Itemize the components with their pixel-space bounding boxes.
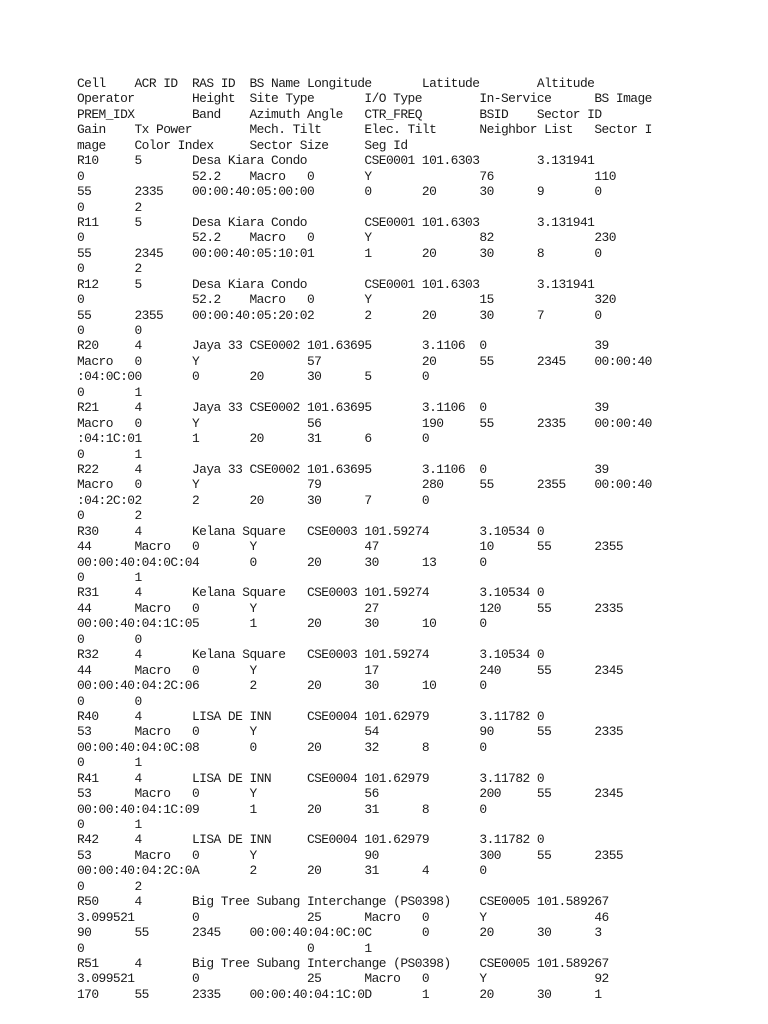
text-line: Macro 0 Y 56 190 55 2335 00:00:40 [77, 415, 652, 431]
text-line: 44 Macro 0 Y 27 120 55 2335 [77, 600, 624, 616]
text-line: Operator Height Site Type I/O Type In-Service BS Image [77, 91, 652, 107]
text-line: :04:2C:02 2 20 30 7 0 [77, 492, 430, 508]
text-line: 00:00:40:04:0C:04 0 20 30 13 0 [77, 554, 487, 570]
bs-table-text [77, 76, 707, 1002]
text-line: :04:0C:00 0 20 30 5 0 [77, 369, 430, 385]
text-line: 44 Macro 0 Y 17 240 55 2345 [77, 662, 624, 678]
text-line: 0 2 [77, 261, 142, 277]
text-line: R21 4 Jaya 33 CSE0002 101.63695 3.1106 0 39 [77, 400, 609, 416]
text-line: 0 1 [77, 755, 142, 771]
text-line: 90 55 2345 00:00:40:04:0C:0C 0 20 30 3 [77, 925, 602, 941]
text-line: 0 0 [77, 631, 142, 647]
text-line: 0 1 [77, 817, 142, 832]
text-line: R42 4 LISA DE INN CSE0004 101.62979 3.11782 0 [77, 832, 545, 848]
text-line: R51 4 Big Tree Subang Interchange (PS0398) CSE0005 101.589267 [77, 955, 609, 971]
text-line: 0 2 [77, 878, 142, 894]
text-line: 0 0 1 [77, 940, 372, 956]
text-line: 0 0 [77, 693, 142, 709]
text-line: 0 1 [77, 384, 142, 400]
text-line: 55 2335 00:00:40:05:00:00 0 20 30 9 0 [77, 184, 602, 200]
text-line: R22 4 Jaya 33 CSE0002 101.63695 3.1106 0 39 [77, 461, 609, 477]
text-line: 0 1 [77, 446, 142, 462]
text-line: 53 Macro 0 Y 56 200 55 2345 [77, 786, 624, 802]
text-line: 0 52.2 Macro 0 Y 76 110 [77, 168, 616, 184]
text-line: R10 5 Desa Kiara Condo CSE0001 101.6303 3.131941 [77, 153, 595, 169]
text-line: 55 2345 00:00:40:05:10:01 1 20 30 8 0 [77, 245, 602, 261]
text-line: 53 Macro 0 Y 90 300 55 2355 [77, 847, 624, 863]
text-line: R32 4 Kelana Square CSE0003 101.59274 3.10534 0 [77, 647, 545, 663]
text-line: 3.099521 0 25 Macro 0 Y 46 [77, 909, 609, 925]
text-line: 0 1 [77, 570, 142, 585]
text-line: 00:00:40:04:0C:08 0 20 32 8 0 [77, 739, 487, 755]
text-line: 00:00:40:04:2C:0A 2 20 31 4 0 [77, 863, 487, 879]
text-line: 0 52.2 Macro 0 Y 82 230 [77, 230, 616, 246]
text-line: R30 4 Kelana Square CSE0003 101.59274 3.10534 0 [77, 523, 545, 539]
text-line: 3.099521 0 25 Macro 0 Y 92 [77, 971, 609, 987]
text-line: 0 2 [77, 508, 142, 524]
text-line: 0 52.2 Macro 0 Y 15 320 [77, 292, 616, 308]
text-line: PREM_IDX Band Azimuth Angle CTR_FREQ BSID Sector ID [77, 106, 602, 122]
text-line: R40 4 LISA DE INN CSE0004 101.62979 3.11782 0 [77, 708, 545, 724]
text-line: :04:1C:01 1 20 31 6 0 [77, 431, 430, 447]
text-line: R12 5 Desa Kiara Condo CSE0001 101.6303 3.131941 [77, 276, 595, 292]
text-line: Macro 0 Y 79 280 55 2355 00:00:40 [77, 477, 652, 493]
text-line: 170 55 2335 00:00:40:04:1C:0D 1 20 30 1 [77, 986, 602, 1002]
text-line: 00:00:40:04:2C:06 2 20 30 10 0 [77, 678, 487, 694]
text-line: Macro 0 Y 57 20 55 2345 00:00:40 [77, 353, 652, 369]
text-line: mage Color Index Sector Size Seg Id [77, 137, 408, 153]
text-line: 0 0 [77, 323, 142, 338]
text-line: 0 2 [77, 199, 142, 215]
text-line: 44 Macro 0 Y 47 10 55 2355 [77, 539, 624, 555]
text-line: R31 4 Kelana Square CSE0003 101.59274 3.10534 0 [77, 585, 545, 601]
text-line: 00:00:40:04:1C:09 1 20 31 8 0 [77, 801, 487, 817]
text-line: 55 2355 00:00:40:05:20:02 2 20 30 7 0 [77, 307, 602, 323]
text-line: R11 5 Desa Kiara Condo CSE0001 101.6303 3.131941 [77, 214, 595, 230]
text-line: 00:00:40:04:1C:05 1 20 30 10 0 [77, 616, 487, 632]
text-line: R41 4 LISA DE INN CSE0004 101.62979 3.11782 0 [77, 770, 545, 786]
text-line: R50 4 Big Tree Subang Interchange (PS0398) CSE0005 101.589267 [77, 894, 609, 910]
text-line: Cell ACR ID RAS ID BS Name Longitude Latitude Altitude [77, 76, 595, 91]
text-line: R20 4 Jaya 33 CSE0002 101.63695 3.1106 0 39 [77, 338, 609, 354]
text-line: 53 Macro 0 Y 54 90 55 2335 [77, 724, 624, 740]
text-line: Gain Tx Power Mech. Tilt Elec. Tilt Neighbor List Sector I [77, 122, 652, 138]
